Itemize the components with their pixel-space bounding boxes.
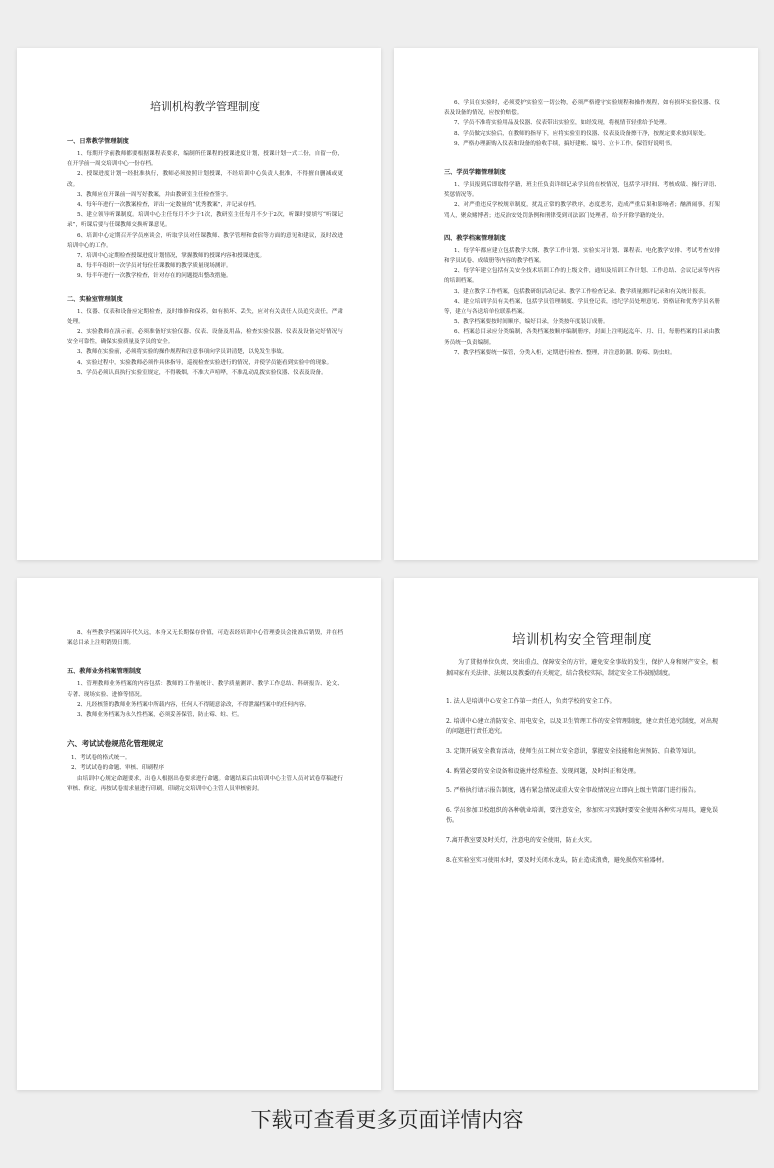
paragraph: 5、学员必须认真执行实验室规定，不得吸烟，不准大声喧哗，不准乱动乱拨实验仪器、仪表及设备。: [77, 369, 327, 376]
paragraph: 1、仪器、仪表和设备应定期检查，及时维修和保养，如有损坏、丢失，应对有关责任人员追究责任，严肃处理。: [67, 308, 343, 325]
paragraph: 4、实验过程中，实验教师必须作具体指导，巡视检查实验进行的情况，并使学员能看到实验中的现象。: [77, 359, 333, 366]
paragraph: 1、学员报到后即取得学籍，班主任负责详细记录学员的在校情况，包括学习时间、考核成绩、操行评语、奖惩情况等。: [444, 182, 720, 199]
paragraph: 2、授课进度计划一经批准执行，教师必须按照计划授课，不经培训中心负责人批准，不得擅自删减或更改。: [67, 171, 343, 188]
section-teacher-archives: [67, 666, 343, 720]
intro-paragraph: 为了贯彻单位负责、突出重点、保障安全的方针，避免安全事故的发生，保护人身和财产安全，根据国家有关法律、法规以及教委的有关规定，结合我校实际，制定安全工作鼓励制度。: [446, 659, 718, 677]
section-student-records: [444, 167, 720, 221]
list-item: 1. 法人是培训中心安全工作第一责任人，负责学校的安全工作。: [446, 698, 616, 706]
section-heading: 三、学员学籍管理制度: [444, 169, 506, 177]
paragraph: 1、管理教师业务档案的内容包括：教师的工作量统计、教学质量测评、教学工作总结、科研报告、论文、专著、现场实验、进修等情况。: [67, 681, 343, 698]
paragraph: 5、建立领导听课制度。培训中心主任每月不少于1次，教研室主任每月不少于2次，听课时要填写“听课记录”，听课后要与任课教师交换听课意见。: [67, 212, 343, 229]
page-title: 培训机构教学管理制度: [150, 100, 260, 113]
paragraph: 由培训中心规定命题要求，出卷人根据出卷要求进行命题。命题结束后由培训中心主管人员对试卷草稿进行审核、修定，再按试卷需求量进行印刷，印刷完交培训中心主管人员审核密封。: [67, 775, 343, 792]
list-item: 7.离开教室要及时关灯，注意电的安全使用，防止火灾。: [446, 836, 596, 844]
paragraph: 2、实验教师在演示前，必须准备好实验仪器、仪表、设备及用品，检查实验仪器、仪表及设备完好情况与安全可靠性，确保实验质量及学员的安全。: [67, 329, 343, 346]
paragraph: 2、考试试卷的命题、审核、印刷程序: [71, 765, 165, 772]
list-item: 2. 培训中心建立消防安全、用电安全，以及卫生管理工作的安全管理制度，建立责任追究制度，对出现的问题进行责任追究。: [446, 717, 718, 736]
paragraph: 6、档案总目录应分类编制，各类档案按顺序编制册序，封面上注明起迄年、月、日，每册档案的目录由教务员统一负责编制。: [444, 329, 720, 346]
download-prompt[interactable]: 下载可查看更多页面详情内容: [250, 1108, 524, 1132]
section-lab-management: [67, 294, 343, 378]
paragraph: 8、有些教学档案因年代久远，本身又无长期保存价值，可造表经培训中心管理委员会批准后销毁，并在档案总目录上注明销毁日期。: [67, 630, 343, 647]
paragraph: 1、每学年都应建立包括教学大纲、教学工作计划、实验实习计划、课程表、电化教学安排、考试考查安排和学员试卷、成绩册等内容的教学档案。: [444, 247, 720, 265]
section-heading: 五、教师业务档案管理制度: [67, 668, 142, 676]
section-heading: 四、教学档案管理制度: [444, 234, 506, 242]
document-page-4: [394, 578, 758, 1090]
list-item: 5. 严格执行请示报告制度，遇有紧急情况或重大安全事故情况应立即向上级主管部门进行报告。: [446, 787, 700, 795]
paragraph: 6、学员在实验时，必须爱护实验室一切公物，必须严格遵守实验规程和操作规程，如有损坏实验仪器、仪表及设备的情况，应按价赔偿。: [444, 100, 720, 117]
paragraph: 3、教师在实验前，必须将实验的操作规程和注意事项向学员讲清楚，以免发生事故。: [77, 349, 288, 356]
paragraph: 3、教师业务档案为永久性档案，必须妥善保管，防止霉、蛀、烂。: [77, 712, 243, 719]
section-heading: 二、实验室管理制度: [67, 295, 123, 303]
lab-continued: [444, 98, 720, 149]
paragraph: 2、对严重违反学校规章制度，扰乱正常的教学秩序，态度恶劣，造成严重后果和影响者；酗酒闹事，打架骂人，聚众赌博者；违反治安处罚条例和刑律受到司法部门处理者，给予开除学籍的处分。: [444, 202, 720, 219]
document-page-2: [394, 48, 758, 560]
section-teaching-archives: [444, 233, 720, 358]
paragraph: 4、建立培训学员有关档案，包括学员管理制度、学员登记表，违纪学员处理意见、资格证和优秀学员名册等，建立与各送培单位联系档案。: [444, 298, 720, 316]
paragraph: 6、培训中心定期召开学员座谈会，听取学员对任课教师、教学管理和食宿等方面的意见和建议，及时改进培训中心的工作。: [67, 232, 343, 249]
paragraph: 2、凡经核签的教师业务档案中所载内容，任何人不得随意涂改，不得泄漏档案中的任何内容。: [77, 701, 310, 708]
list-item: 8.在实验室实习使用水时，要及时关闭水龙头，防止造成浪费，避免损伤实验器材。: [446, 856, 668, 864]
paragraph: 8、学员做完实验后，在教师的指导下，应将实验室的仪器、仪表及设备擦干净，按规定要求放回原处。: [454, 130, 710, 137]
paragraph: 8、每半年组织一次学员对每位任课教师的教学质量现场测评。: [77, 263, 232, 270]
paragraph: 9、严格办理新购入仪表和设备的验收手续，搞好建帐、编号、立卡工作，保管好说明书。: [454, 140, 676, 147]
list-item: 3. 定期开展安全教育活动，使师生员工树立安全意识，掌握安全技能和危害预防、自救等知识。: [446, 747, 700, 755]
list-item: 6. 学员参加卫校组织的各种就业培训，要注意安全，参加实习实践时要安全使用各种实习用具，避免误伤。: [446, 806, 718, 825]
paragraph: 1、考试卷的格式统一。: [71, 755, 131, 762]
paragraph: 4、每年年进行一次教案检查，评出一定数量的“优秀教案”，并记录存档。: [77, 202, 260, 209]
paragraph: 1、每期开学前教师都要根据课程表要求，编制所任课程的授课进度计划，授课计划一式二份，自留一份，在开学前一周交培训中心一份存档。: [67, 151, 343, 168]
section-exam-papers: [67, 738, 343, 794]
section-heading: 六、考试试卷规范化管理规定: [67, 739, 164, 749]
paragraph: 7、教学档案要统一保管，分类入柜，定期进行检查、整理，并注意防潮、防霉、防虫蛀。: [454, 349, 676, 356]
paragraph: 7、学员不准将实验用品及仪器、仪表带出实验室，如经发现，将视情节轻重给予处理。: [454, 120, 671, 127]
paragraph: 7、培训中心定期检查授课进度计划情况，掌握教师的授课内容和授课进度。: [77, 253, 266, 260]
document-page-3: [17, 578, 381, 1090]
document-page-1: [17, 48, 381, 560]
section-daily-teaching: [67, 136, 343, 282]
section-heading: 一、日常教学管理制度: [67, 138, 129, 145]
page-title: 培训机构安全管理制度: [512, 632, 652, 648]
paragraph: 3、建立教学工作档案，包括教研组活动记录、教学工作检查记录、教学质量测评记录和有关统计报表。: [454, 288, 710, 295]
paragraph: 5、教学档案要按时间顺序，编好目录，分类按年度装订成册。: [454, 319, 609, 326]
paragraph: 9、每半年进行一次教学检查，针对存在的问题提出整改措施。: [77, 273, 232, 280]
list-item: 4. 购置必要的安全设备和设施并经常检查、发现问题，及时纠正和处理。: [446, 767, 640, 775]
paragraph: 3、教师应在开课前一周写好教案，并由教研室主任检查签字。: [77, 191, 232, 198]
paragraph: 2、每学年建立包括有关安全技术培训工作的上级文件，通知及培训工作计划、工作总结、会议记录等内容的培训档案。: [444, 268, 720, 285]
